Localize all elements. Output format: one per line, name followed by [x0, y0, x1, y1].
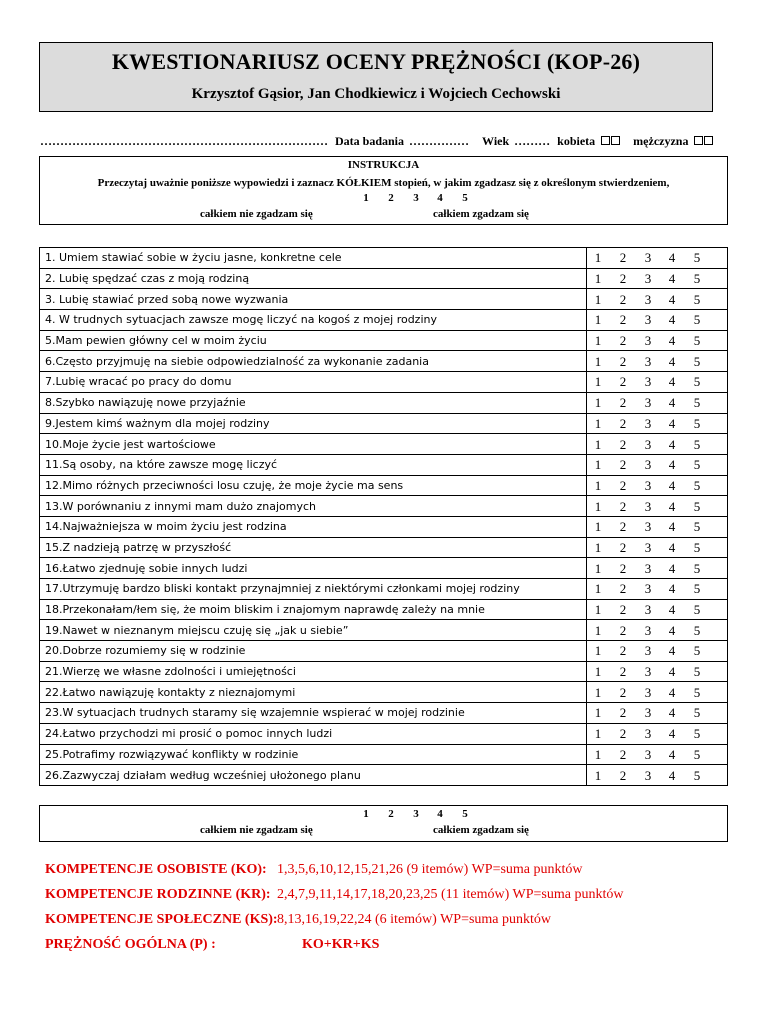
scale-option-3[interactable]: 3: [644, 457, 652, 473]
table-row: [40, 682, 728, 703]
respondent-info-line: [40, 134, 730, 149]
date-label: Data badania: [335, 134, 405, 148]
competency-items: KO+KR+KS: [302, 937, 380, 952]
table-row: [40, 703, 728, 724]
scale-option-4[interactable]: 4: [668, 746, 676, 762]
item-scale-cell: [587, 558, 728, 579]
table-row: [40, 620, 728, 641]
table-row: [40, 579, 728, 600]
item-scale-cell: [587, 703, 728, 724]
scale-option-4[interactable]: 4: [668, 312, 676, 328]
table-row: [40, 475, 728, 496]
scale-option-4[interactable]: 4: [668, 560, 676, 576]
bottom-scale-right-label: całkiem zgadzam się: [433, 824, 529, 836]
scale-option-3[interactable]: 3: [644, 602, 652, 618]
scale-option-4[interactable]: 4: [668, 271, 676, 287]
item-statement: 4. W trudnych sytuacjach zawsze mogę liczyć na kogoś z mojej rodziny: [40, 310, 587, 331]
table-row: [40, 310, 728, 331]
instruction-heading: INSTRUKCJA: [347, 159, 420, 171]
scale-option-2[interactable]: 2: [619, 415, 627, 431]
item-scale-cell: [587, 620, 728, 641]
competency-label: KOMPETENCJE RODZINNE (KR):: [45, 887, 271, 902]
scale-option-3[interactable]: 3: [644, 353, 652, 369]
scale-option-4[interactable]: 4: [668, 498, 676, 514]
scale-option-4[interactable]: 4: [668, 477, 676, 493]
item-scale-cell: [587, 599, 728, 620]
scale-option-3[interactable]: 3: [644, 498, 652, 514]
scale-option-3[interactable]: 3: [644, 415, 652, 431]
scale-option-5[interactable]: 5: [693, 705, 701, 721]
title-box: [39, 42, 713, 112]
item-scale-cell: [587, 661, 728, 682]
female-checkbox[interactable]: [601, 136, 610, 145]
scale-option-1[interactable]: 1: [594, 395, 602, 411]
scale-option-1[interactable]: 1: [594, 602, 602, 618]
scale-number: 2: [388, 192, 394, 204]
scale-option-4[interactable]: 4: [668, 664, 676, 680]
item-scale-cell: [587, 641, 728, 662]
table-row: [40, 537, 728, 558]
item-statement: 5.Mam pewien główny cel w moim życiu: [40, 330, 587, 351]
table-row: [40, 723, 728, 744]
scale-option-5[interactable]: 5: [693, 622, 701, 638]
scale-number: 3: [413, 808, 419, 820]
item-scale-cell: [587, 516, 728, 537]
scale-option-4[interactable]: 4: [668, 726, 676, 742]
scale-option-5[interactable]: 5: [693, 291, 701, 307]
scale-option-4[interactable]: 4: [668, 353, 676, 369]
scale-option-5[interactable]: 5: [693, 519, 701, 535]
item-statement: 19.Nawet w nieznanym miejscu czuję się „jak u siebie”: [40, 620, 587, 641]
scale-option-2[interactable]: 2: [619, 436, 627, 452]
scale-option-3[interactable]: 3: [644, 333, 652, 349]
scale-option-2[interactable]: 2: [619, 333, 627, 349]
instruction-box: [39, 156, 728, 225]
item-statement: 1. Umiem stawiać sobie w życiu jasne, konkretne cele: [40, 248, 587, 269]
scale-option-4[interactable]: 4: [668, 333, 676, 349]
table-row: [40, 372, 728, 393]
scale-option-5[interactable]: 5: [693, 726, 701, 742]
items-table: [39, 247, 728, 786]
scale-option-5[interactable]: 5: [693, 374, 701, 390]
item-statement: 7.Lubię wracać po pracy do domu: [40, 372, 587, 393]
item-scale-cell: [587, 537, 728, 558]
scale-option-2[interactable]: 2: [619, 498, 627, 514]
scale-option-1[interactable]: 1: [594, 767, 602, 783]
scale-option-3[interactable]: 3: [644, 477, 652, 493]
table-row: [40, 641, 728, 662]
scale-option-4[interactable]: 4: [668, 250, 676, 266]
scale-option-5[interactable]: 5: [693, 498, 701, 514]
female-checkbox-2[interactable]: [611, 136, 620, 145]
competency-items: 2,4,7,9,11,14,17,18,20,23,25 (11 itemów) WP=suma punktów: [277, 887, 624, 902]
item-statement: 8.Szybko nawiązuję nowe przyjaźnie: [40, 392, 587, 413]
table-row: [40, 454, 728, 475]
scale-option-1[interactable]: 1: [594, 498, 602, 514]
scale-option-5[interactable]: 5: [693, 415, 701, 431]
item-scale-cell: [587, 372, 728, 393]
scale-option-2[interactable]: 2: [619, 581, 627, 597]
item-statement: 20.Dobrze rozumiemy się w rodzinie: [40, 641, 587, 662]
scale-option-5[interactable]: 5: [693, 664, 701, 680]
scale-option-5[interactable]: 5: [693, 353, 701, 369]
item-statement: 22.Łatwo nawiązuję kontakty z nieznajomymi: [40, 682, 587, 703]
scale-number: 4: [437, 192, 443, 204]
table-row: [40, 413, 728, 434]
scale-option-1[interactable]: 1: [594, 643, 602, 659]
item-scale-cell: [587, 475, 728, 496]
table-row: [40, 330, 728, 351]
date-field[interactable]: ……………: [409, 134, 470, 148]
scale-number: 3: [413, 192, 419, 204]
scale-option-3[interactable]: 3: [644, 664, 652, 680]
scale-option-2[interactable]: 2: [619, 746, 627, 762]
scale-option-3[interactable]: 3: [644, 271, 652, 287]
item-statement: 12.Mimo różnych przeciwności losu czuję, że moje życie ma sens: [40, 475, 587, 496]
scale-option-2[interactable]: 2: [619, 767, 627, 783]
item-statement: 9.Jestem kimś ważnym dla mojej rodziny: [40, 413, 587, 434]
male-checkbox[interactable]: [694, 136, 703, 145]
scale-option-1[interactable]: 1: [594, 684, 602, 700]
scale-option-4[interactable]: 4: [668, 291, 676, 307]
item-statement: 6.Często przyjmuję na siebie odpowiedzialność za wykonanie zadania: [40, 351, 587, 372]
item-scale-cell: [587, 330, 728, 351]
scale-option-1[interactable]: 1: [594, 271, 602, 287]
bottom-scale-left-label: całkiem nie zgadzam się: [200, 824, 313, 836]
scale-option-2[interactable]: 2: [619, 664, 627, 680]
table-row: [40, 351, 728, 372]
competency-items: 1,3,5,6,10,12,15,21,26 (9 itemów) WP=suma punktów: [277, 862, 583, 877]
item-scale-cell: [587, 496, 728, 517]
scale-option-2[interactable]: 2: [619, 560, 627, 576]
item-statement: 23.W sytuacjach trudnych staramy się wzajemnie wspierać w mojej rodzinie: [40, 703, 587, 724]
table-row: [40, 248, 728, 269]
scale-option-4[interactable]: 4: [668, 622, 676, 638]
item-scale-cell: [587, 392, 728, 413]
scale-option-5[interactable]: 5: [693, 643, 701, 659]
item-scale-cell: [587, 682, 728, 703]
page-title: KWESTIONARIUSZ OCENY PRĘŻNOŚCI (KOP-26): [111, 49, 641, 74]
item-statement: 24.Łatwo przychodzi mi prosić o pomoc innych ludzi: [40, 723, 587, 744]
competency-label: PRĘŻNOŚĆ OGÓLNA (P) :: [45, 937, 216, 952]
item-scale-cell: [587, 268, 728, 289]
item-statement: 10.Moje życie jest wartościowe: [40, 434, 587, 455]
table-row: [40, 434, 728, 455]
scale-option-2[interactable]: 2: [619, 291, 627, 307]
scale-option-1[interactable]: 1: [594, 353, 602, 369]
scale-option-5[interactable]: 5: [693, 312, 701, 328]
competency-label: KOMPETENCJE SPOŁECZNE (KS):: [45, 912, 278, 927]
scale-option-5[interactable]: 5: [693, 684, 701, 700]
item-statement: 16.Łatwo zjednuję sobie innych ludzi: [40, 558, 587, 579]
instruction-text: Przeczytaj uważnie poniższe wypowiedzi i zaznacz KÓŁKIEM stopień, w jakim zgadzasz się z określonym stwierdzeniem,: [97, 177, 670, 189]
scale-option-1[interactable]: 1: [594, 622, 602, 638]
scale-option-3[interactable]: 3: [644, 436, 652, 452]
scale-number: 1: [363, 808, 369, 820]
scale-option-3[interactable]: 3: [644, 519, 652, 535]
item-statement: 14.Najważniejsza w moim życiu jest rodzina: [40, 516, 587, 537]
scale-number: 5: [462, 192, 468, 204]
scale-option-5[interactable]: 5: [693, 457, 701, 473]
age-label: Wiek: [482, 134, 510, 148]
item-statement: 25.Potrafimy rozwiązywać konflikty w rodzinie: [40, 744, 587, 765]
scale-option-2[interactable]: 2: [619, 726, 627, 742]
scale-option-4[interactable]: 4: [668, 643, 676, 659]
scale-option-2[interactable]: 2: [619, 622, 627, 638]
scale-option-3[interactable]: 3: [644, 622, 652, 638]
female-label: kobieta: [557, 134, 596, 148]
scale-option-3[interactable]: 3: [644, 312, 652, 328]
item-statement: 3. Lubię stawiać przed sobą nowe wyzwania: [40, 289, 587, 310]
scale-option-5[interactable]: 5: [693, 539, 701, 555]
scale-option-2[interactable]: 2: [619, 395, 627, 411]
scale-option-3[interactable]: 3: [644, 746, 652, 762]
scale-option-4[interactable]: 4: [668, 395, 676, 411]
scale-option-2[interactable]: 2: [619, 684, 627, 700]
scale-option-4[interactable]: 4: [668, 519, 676, 535]
table-row: [40, 744, 728, 765]
scale-option-4[interactable]: 4: [668, 705, 676, 721]
scale-number: 5: [462, 808, 468, 820]
scale-option-1[interactable]: 1: [594, 519, 602, 535]
item-statement: 26.Zazwyczaj działam według wcześniej ułożonego planu: [40, 765, 587, 786]
scale-option-2[interactable]: 2: [619, 539, 627, 555]
scale-option-5[interactable]: 5: [693, 602, 701, 618]
scale-option-2[interactable]: 2: [619, 519, 627, 535]
scale-option-4[interactable]: 4: [668, 767, 676, 783]
scale-option-1[interactable]: 1: [594, 436, 602, 452]
scale-option-1[interactable]: 1: [594, 374, 602, 390]
name-field[interactable]: ………………………………………………………………: [40, 134, 328, 148]
scale-option-5[interactable]: 5: [693, 581, 701, 597]
scale-option-1[interactable]: 1: [594, 560, 602, 576]
scale-option-3[interactable]: 3: [644, 643, 652, 659]
item-scale-cell: [587, 289, 728, 310]
scale-option-5[interactable]: 5: [693, 250, 701, 266]
scale-number: 1: [363, 192, 369, 204]
scale-option-2[interactable]: 2: [619, 643, 627, 659]
scale-option-4[interactable]: 4: [668, 684, 676, 700]
competency-items: 8,13,16,19,22,24 (6 itemów) WP=suma punktów: [277, 912, 552, 927]
scale-option-1[interactable]: 1: [594, 705, 602, 721]
scale-option-4[interactable]: 4: [668, 457, 676, 473]
scale-option-5[interactable]: 5: [693, 436, 701, 452]
scale-option-3[interactable]: 3: [644, 684, 652, 700]
item-scale-cell: [587, 351, 728, 372]
scale-option-3[interactable]: 3: [644, 581, 652, 597]
table-row: [40, 392, 728, 413]
scale-option-1[interactable]: 1: [594, 291, 602, 307]
bottom-scale-box: [39, 805, 728, 842]
scale-option-1[interactable]: 1: [594, 664, 602, 680]
scale-option-4[interactable]: 4: [668, 539, 676, 555]
scale-option-1[interactable]: 1: [594, 250, 602, 266]
item-scale-cell: [587, 413, 728, 434]
scale-option-5[interactable]: 5: [693, 395, 701, 411]
scale-option-5[interactable]: 5: [693, 271, 701, 287]
scale-option-1[interactable]: 1: [594, 539, 602, 555]
scale-option-3[interactable]: 3: [644, 705, 652, 721]
item-statement: 11.Są osoby, na które zawsze mogę liczyć: [40, 454, 587, 475]
scale-option-2[interactable]: 2: [619, 353, 627, 369]
scale-option-1[interactable]: 1: [594, 581, 602, 597]
item-statement: 2. Lubię spędzać czas z moją rodziną: [40, 268, 587, 289]
item-scale-cell: [587, 434, 728, 455]
item-scale-cell: [587, 723, 728, 744]
scale-option-3[interactable]: 3: [644, 767, 652, 783]
scale-number: 2: [388, 808, 394, 820]
scale-option-1[interactable]: 1: [594, 312, 602, 328]
table-row: [40, 558, 728, 579]
scale-option-2[interactable]: 2: [619, 457, 627, 473]
competency-label: KOMPETENCJE OSOBISTE (KO):: [45, 862, 267, 877]
item-scale-cell: [587, 579, 728, 600]
item-scale-cell: [587, 248, 728, 269]
scale-option-2[interactable]: 2: [619, 705, 627, 721]
scale-right-label: całkiem zgadzam się: [433, 208, 529, 220]
scale-option-2[interactable]: 2: [619, 374, 627, 390]
scale-option-1[interactable]: 1: [594, 457, 602, 473]
item-scale-cell: [587, 744, 728, 765]
scale-option-2[interactable]: 2: [619, 602, 627, 618]
scale-option-2[interactable]: 2: [619, 250, 627, 266]
scale-option-3[interactable]: 3: [644, 250, 652, 266]
scale-option-5[interactable]: 5: [693, 333, 701, 349]
table-row: [40, 661, 728, 682]
table-row: [40, 289, 728, 310]
scale-option-5[interactable]: 5: [693, 560, 701, 576]
scale-number: 4: [437, 808, 443, 820]
scale-option-3[interactable]: 3: [644, 395, 652, 411]
age-field[interactable]: ………: [514, 134, 551, 148]
table-row: [40, 765, 728, 786]
scale-option-1[interactable]: 1: [594, 415, 602, 431]
scale-option-1[interactable]: 1: [594, 477, 602, 493]
scale-option-4[interactable]: 4: [668, 602, 676, 618]
scale-left-label: całkiem nie zgadzam się: [200, 208, 313, 220]
scale-option-5[interactable]: 5: [693, 767, 701, 783]
table-row: [40, 516, 728, 537]
item-statement: 18.Przekonałam/łem się, że moim bliskim i znajomym naprawdę zależy na mnie: [40, 599, 587, 620]
scale-option-3[interactable]: 3: [644, 726, 652, 742]
authors: Krzysztof Gąsior, Jan Chodkiewicz i Wojciech Cechowski: [191, 86, 561, 102]
item-statement: 13.W porównaniu z innymi mam dużo znajomych: [40, 496, 587, 517]
item-scale-cell: [587, 765, 728, 786]
scale-option-4[interactable]: 4: [668, 374, 676, 390]
table-row: [40, 268, 728, 289]
table-row: [40, 496, 728, 517]
male-checkbox-2[interactable]: [704, 136, 713, 145]
item-statement: 15.Z nadzieją patrzę w przyszłość: [40, 537, 587, 558]
scale-option-2[interactable]: 2: [619, 477, 627, 493]
item-scale-cell: [587, 454, 728, 475]
scale-option-2[interactable]: 2: [619, 271, 627, 287]
item-scale-cell: [587, 310, 728, 331]
item-statement: 17.Utrzymuję bardzo bliski kontakt przynajmniej z niektórymi członkami mojej rodziny: [40, 579, 587, 600]
scale-option-4[interactable]: 4: [668, 436, 676, 452]
item-statement: 21.Wierzę we własne zdolności i umiejętności: [40, 661, 587, 682]
scale-option-1[interactable]: 1: [594, 333, 602, 349]
scale-option-5[interactable]: 5: [693, 746, 701, 762]
scale-option-1[interactable]: 1: [594, 746, 602, 762]
scale-option-3[interactable]: 3: [644, 291, 652, 307]
scale-option-4[interactable]: 4: [668, 581, 676, 597]
male-label: mężczyzna: [633, 134, 689, 148]
scale-option-4[interactable]: 4: [668, 415, 676, 431]
scale-option-5[interactable]: 5: [693, 477, 701, 493]
scale-option-3[interactable]: 3: [644, 560, 652, 576]
scale-option-2[interactable]: 2: [619, 312, 627, 328]
table-row: [40, 599, 728, 620]
scale-option-3[interactable]: 3: [644, 539, 652, 555]
scale-option-3[interactable]: 3: [644, 374, 652, 390]
scale-option-1[interactable]: 1: [594, 726, 602, 742]
